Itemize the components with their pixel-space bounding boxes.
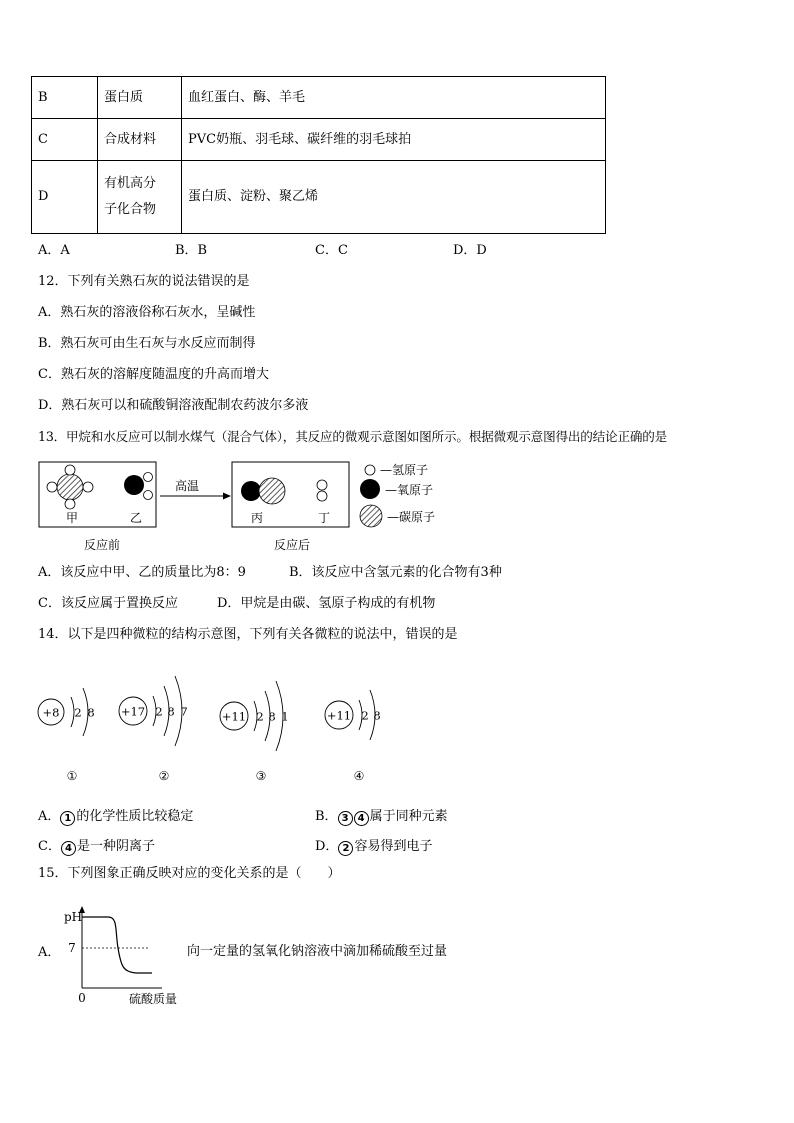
table-cell-option: C [32,119,98,161]
circled-number-mark: 1 [60,811,75,826]
category-line-2: 子化合物 [104,202,157,217]
shell-electrons: 2 [361,708,369,723]
hydrogen-molecule [317,480,327,501]
q14-option-c [38,835,155,856]
q13-option-b: B．该反应中含氢元素的化合物有3种 [289,565,502,580]
q14-option-d [315,835,432,856]
q12-stem: 12．下列有关熟石灰的说法错误的是 [38,274,250,289]
shell-electrons: 7 [180,704,188,719]
legend-hydrogen-label: —氢原子 [380,463,429,477]
methane-molecule [47,465,93,509]
origin-label: 0 [78,991,86,1005]
q13-option-a: A．该反应中甲、乙的质量比为8：9 [38,565,246,580]
shell-electrons: 1 [281,709,289,724]
particle-1-diagram [38,688,95,783]
oxygen-atom [124,475,144,495]
particle-2-diagram [119,676,188,783]
ph-graph [60,900,185,1008]
option-letter: A． [38,809,61,824]
circled-number-mark: 2 [338,841,353,856]
q11-choice-d: D．D [453,243,487,258]
particle-2-label: ② [158,769,170,783]
table-row [32,161,606,234]
atomic-structure-diagrams [36,668,406,788]
table-cell-examples: 蛋白质、淀粉、聚乙烯 [182,161,606,234]
table-row [32,119,606,161]
q14-stem: 14．以下是四种微粒的结构示意图，下列有关各微粒的说法中，错误的是 [38,627,458,642]
reaction-micro-diagram [36,456,466,554]
hydrogen-atom [47,482,57,492]
circled-number-mark: 3 [338,811,353,826]
q12-option-c: C．熟石灰的溶解度随温度的升高而增大 [38,367,269,382]
legend-hydrogen-icon [365,465,375,475]
q13-option-c: C．该反应属于置换反应 [38,596,178,611]
q11-choice-c: C．C [315,243,348,258]
option-text: 的化学性质比较稳定 [76,809,194,824]
shell-electrons: 2 [155,704,163,719]
nucleus-charge: +11 [221,709,247,724]
label-bing: 丙 [250,511,264,525]
water-molecule [124,473,153,500]
hydrogen-atom [83,482,93,492]
classification-table [31,76,606,234]
q15-stem: 15．下列图象正确反映对应的变化关系的是（ ） [38,866,341,881]
caption-before: 反应前 [83,538,121,552]
y-axis-label: pH [64,910,83,924]
q15-option-a-letter: A． [38,945,61,960]
option-letter: D． [315,839,339,854]
q15-option-a-description: 向一定量的氢氧化钠溶液中滴加稀硫酸至过量 [187,944,448,959]
carbon-atom [57,474,83,500]
legend-carbon-icon [360,505,382,527]
legend-carbon-label: —碳原子 [387,510,436,524]
q13-option-d: D．甲烷是由碳、氢原子构成的有机物 [217,596,436,611]
option-letter: C． [38,839,61,854]
particle-1-label: ① [66,769,78,783]
legend-oxygen-icon [360,479,380,499]
hydrogen-atom [144,473,153,482]
option-text: 属于同种元素 [369,809,448,824]
caption-after: 反应后 [273,538,311,552]
shell-electrons: 8 [167,704,175,719]
hydrogen-atom [317,480,327,490]
co-molecule [241,478,285,504]
table-cell-examples: PVC奶瓶、羽毛球、碳纤维的羽毛球拍 [182,119,606,161]
ph-curve [82,917,152,973]
label-jia: 甲 [65,511,79,525]
table-row [32,77,606,119]
particle-3-label: ③ [255,769,267,783]
hydrogen-atom [144,491,153,500]
shell-electrons: 8 [87,705,95,720]
category-line-1: 有机高分 [104,176,157,191]
shell-electrons: 8 [268,709,276,724]
carbon-atom [259,478,285,504]
nucleus-charge: +17 [120,704,146,719]
shell-electrons: 2 [256,709,264,724]
q13-stem: 13．甲烷和水反应可以制水煤气（混合气体），其反应的微观示意图如图所示。根据微观示意图得出的结论正确的是 [38,429,668,444]
particle-4-label: ④ [353,769,365,783]
hydrogen-atom [65,465,75,475]
q12-option-b: B．熟石灰可由生石灰与水反应而制得 [38,336,256,351]
q14-option-a [38,805,193,826]
arrow-head [223,493,231,500]
table-cell-category: 合成材料 [98,119,182,161]
particle-4-diagram [325,690,381,783]
legend-oxygen-label: —氧原子 [385,483,434,497]
table-cell-category [98,161,182,234]
table-cell-option: B [32,77,98,119]
q11-choice-a: A．A [38,243,70,258]
table-cell-category: 蛋白质 [98,77,182,119]
q14-option-b [315,805,448,826]
particle-3-diagram [220,681,289,783]
hydrogen-atom [65,499,75,509]
label-ding: 丁 [317,511,331,525]
table-cell-option: D [32,161,98,234]
shell-electrons: 8 [373,708,381,723]
shell-electrons: 2 [74,705,82,720]
circled-number-mark: 4 [354,811,369,826]
q12-option-a: A．熟石灰的溶液俗称石灰水，呈碱性 [38,305,256,320]
table-cell-examples: 血红蛋白、酶、羊毛 [182,77,606,119]
option-text: 是一种阴离子 [76,839,155,854]
oxygen-atom [241,481,261,501]
option-text: 容易得到电子 [354,839,433,854]
option-letter: B． [315,809,338,824]
label-yi: 乙 [129,511,143,525]
nucleus-charge: +8 [42,705,60,720]
circled-number-mark: 4 [61,841,76,856]
reaction-condition: 高温 [174,479,200,493]
q12-option-d: D．熟石灰可以和硫酸铜溶液配制农药波尔多液 [38,398,309,413]
nucleus-charge: +11 [326,708,352,723]
ph7-tick-label: 7 [68,941,76,955]
q11-choice-b: B．B [175,243,208,258]
x-axis-label: 硫酸质量 [128,992,178,1006]
hydrogen-atom [317,491,327,501]
atom-legend [360,463,435,527]
